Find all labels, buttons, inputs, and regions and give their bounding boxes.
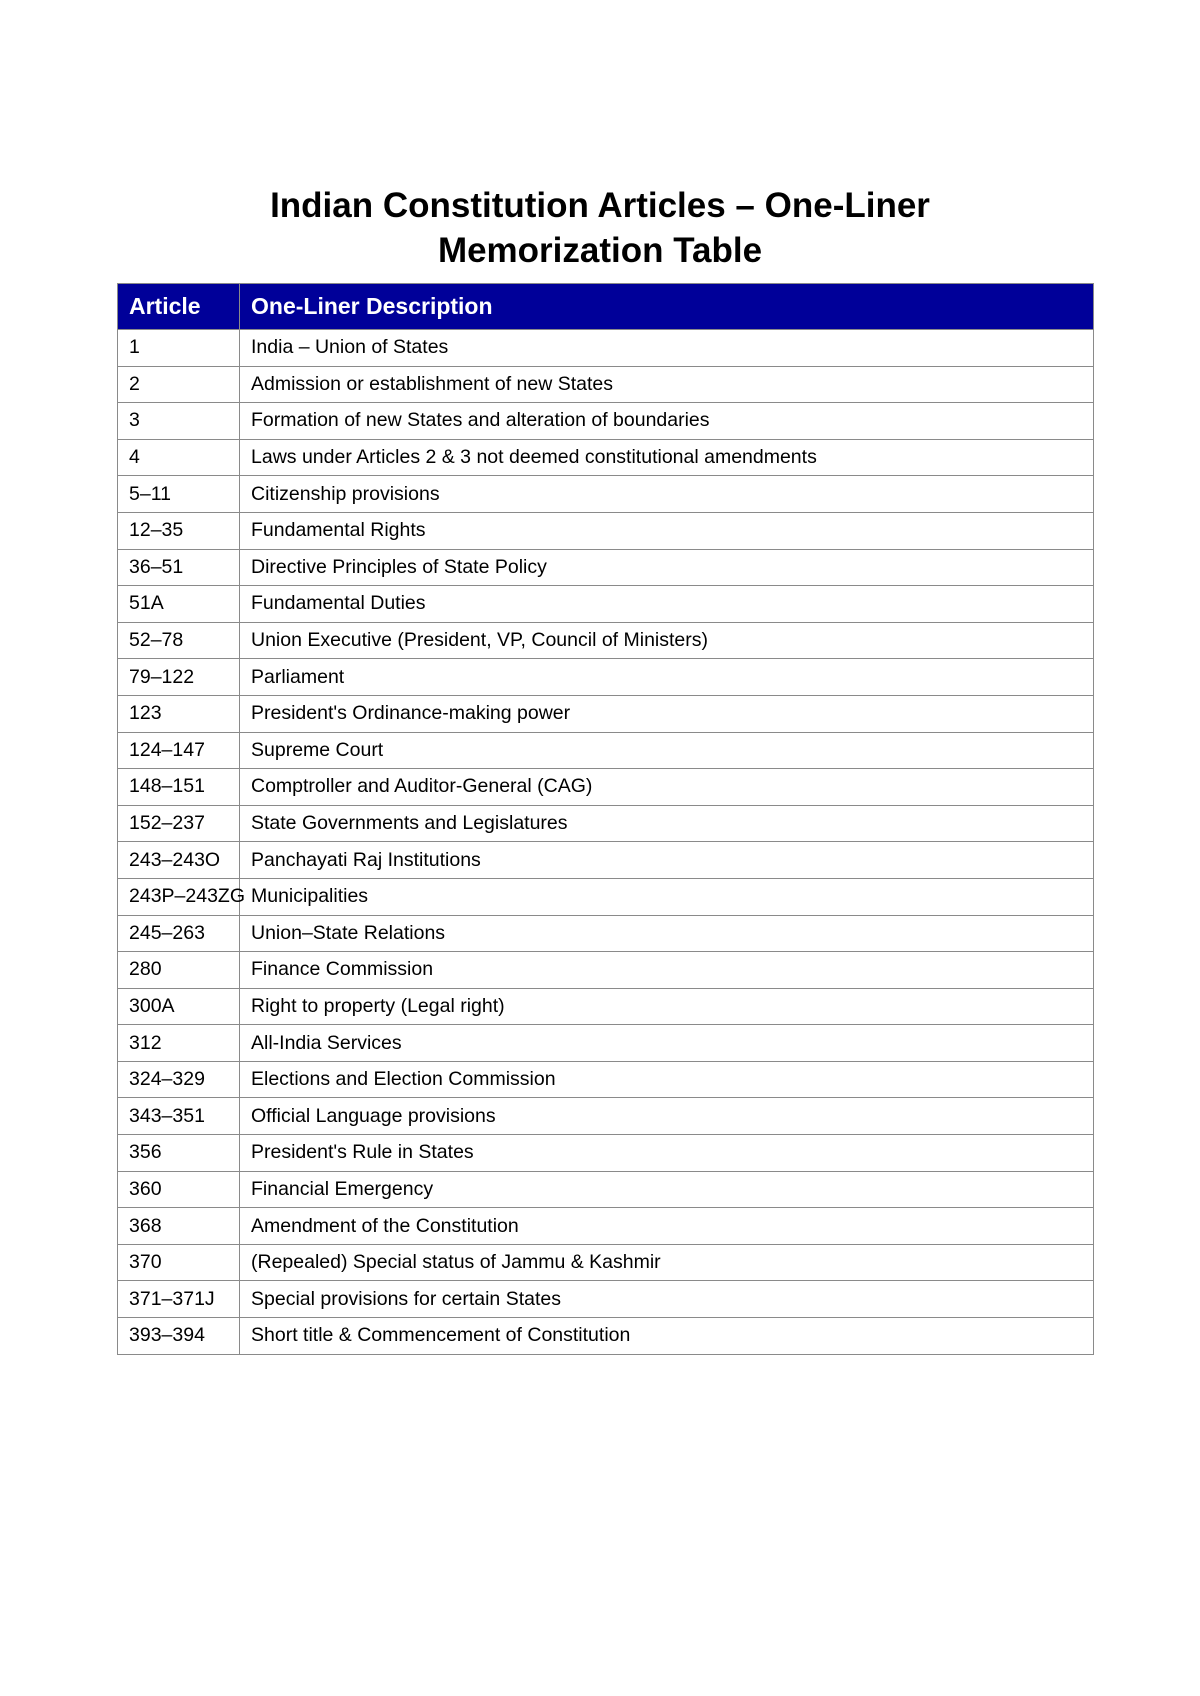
description-cell: India – Union of States <box>240 330 1094 367</box>
article-column-header: Article <box>118 284 240 330</box>
table-row <box>118 769 1094 806</box>
article-number-cell: 356 <box>118 1135 240 1172</box>
article-number-cell: 1 <box>118 330 240 367</box>
page-title-line-1: Indian Constitution Articles – One-Liner <box>270 186 930 226</box>
table-row <box>118 330 1094 367</box>
table-row <box>118 988 1094 1025</box>
article-number-cell: 243P–243ZG <box>118 878 240 915</box>
article-number-cell: 324–329 <box>118 1061 240 1098</box>
table-row <box>118 1281 1094 1318</box>
description-cell: Union–State Relations <box>240 915 1094 952</box>
page-title <box>0 183 1200 273</box>
table-row <box>118 366 1094 403</box>
description-cell: Fundamental Duties <box>240 586 1094 623</box>
article-number-cell: 393–394 <box>118 1318 240 1355</box>
article-number-cell: 5–11 <box>118 476 240 513</box>
article-number-cell: 152–237 <box>118 805 240 842</box>
article-number-cell: 3 <box>118 403 240 440</box>
article-number-cell: 370 <box>118 1244 240 1281</box>
description-cell: Elections and Election Commission <box>240 1061 1094 1098</box>
article-number-cell: 79–122 <box>118 659 240 696</box>
table-header-row <box>118 284 1094 330</box>
table-row <box>118 1135 1094 1172</box>
table-row <box>118 952 1094 989</box>
description-cell: Formation of new States and alteration of boundaries <box>240 403 1094 440</box>
table-row <box>118 1171 1094 1208</box>
description-cell: Union Executive (President, VP, Council of Ministers) <box>240 622 1094 659</box>
article-number-cell: 12–35 <box>118 512 240 549</box>
description-cell: Financial Emergency <box>240 1171 1094 1208</box>
article-number-cell: 343–351 <box>118 1098 240 1135</box>
article-number-cell: 245–263 <box>118 915 240 952</box>
description-cell: Right to property (Legal right) <box>240 988 1094 1025</box>
table-row <box>118 1025 1094 1062</box>
table-row <box>118 476 1094 513</box>
table-body <box>118 330 1094 1355</box>
description-cell: Finance Commission <box>240 952 1094 989</box>
description-cell: Admission or establishment of new States <box>240 366 1094 403</box>
article-number-cell: 280 <box>118 952 240 989</box>
article-number-cell: 51A <box>118 586 240 623</box>
description-cell: Amendment of the Constitution <box>240 1208 1094 1245</box>
article-number-cell: 4 <box>118 439 240 476</box>
table-row <box>118 1061 1094 1098</box>
article-number-cell: 123 <box>118 695 240 732</box>
table-row <box>118 403 1094 440</box>
table-row <box>118 732 1094 769</box>
table-row <box>118 915 1094 952</box>
description-cell: (Repealed) Special status of Jammu & Kashmir <box>240 1244 1094 1281</box>
table-row <box>118 622 1094 659</box>
table-row <box>118 1098 1094 1135</box>
description-cell: Short title & Commencement of Constitution <box>240 1318 1094 1355</box>
table-row <box>118 586 1094 623</box>
description-cell: President's Rule in States <box>240 1135 1094 1172</box>
table-row <box>118 878 1094 915</box>
article-number-cell: 148–151 <box>118 769 240 806</box>
description-cell: Laws under Articles 2 & 3 not deemed constitutional amendments <box>240 439 1094 476</box>
description-cell: Comptroller and Auditor-General (CAG) <box>240 769 1094 806</box>
articles-table <box>117 283 1094 1355</box>
description-cell: Parliament <box>240 659 1094 696</box>
article-number-cell: 371–371J <box>118 1281 240 1318</box>
article-number-cell: 300A <box>118 988 240 1025</box>
table-row <box>118 549 1094 586</box>
table-row <box>118 1208 1094 1245</box>
table-row <box>118 1318 1094 1355</box>
article-number-cell: 2 <box>118 366 240 403</box>
description-cell: Official Language provisions <box>240 1098 1094 1135</box>
description-cell: Citizenship provisions <box>240 476 1094 513</box>
article-number-cell: 52–78 <box>118 622 240 659</box>
article-number-cell: 243–243O <box>118 842 240 879</box>
description-cell: All-India Services <box>240 1025 1094 1062</box>
description-cell: President's Ordinance-making power <box>240 695 1094 732</box>
table-row <box>118 695 1094 732</box>
article-number-cell: 36–51 <box>118 549 240 586</box>
article-number-cell: 368 <box>118 1208 240 1245</box>
description-cell: Municipalities <box>240 878 1094 915</box>
description-cell: Special provisions for certain States <box>240 1281 1094 1318</box>
page-title-line-2: Memorization Table <box>437 231 763 271</box>
description-cell: Fundamental Rights <box>240 512 1094 549</box>
article-number-cell: 124–147 <box>118 732 240 769</box>
table-row <box>118 805 1094 842</box>
description-cell: Supreme Court <box>240 732 1094 769</box>
description-cell: Directive Principles of State Policy <box>240 549 1094 586</box>
article-number-cell: 312 <box>118 1025 240 1062</box>
table-row <box>118 842 1094 879</box>
description-column-header: One-Liner Description <box>240 284 1094 330</box>
description-cell: Panchayati Raj Institutions <box>240 842 1094 879</box>
article-number-cell: 360 <box>118 1171 240 1208</box>
table-row <box>118 512 1094 549</box>
table-row <box>118 1244 1094 1281</box>
table-row <box>118 439 1094 476</box>
table-row <box>118 659 1094 696</box>
description-cell: State Governments and Legislatures <box>240 805 1094 842</box>
